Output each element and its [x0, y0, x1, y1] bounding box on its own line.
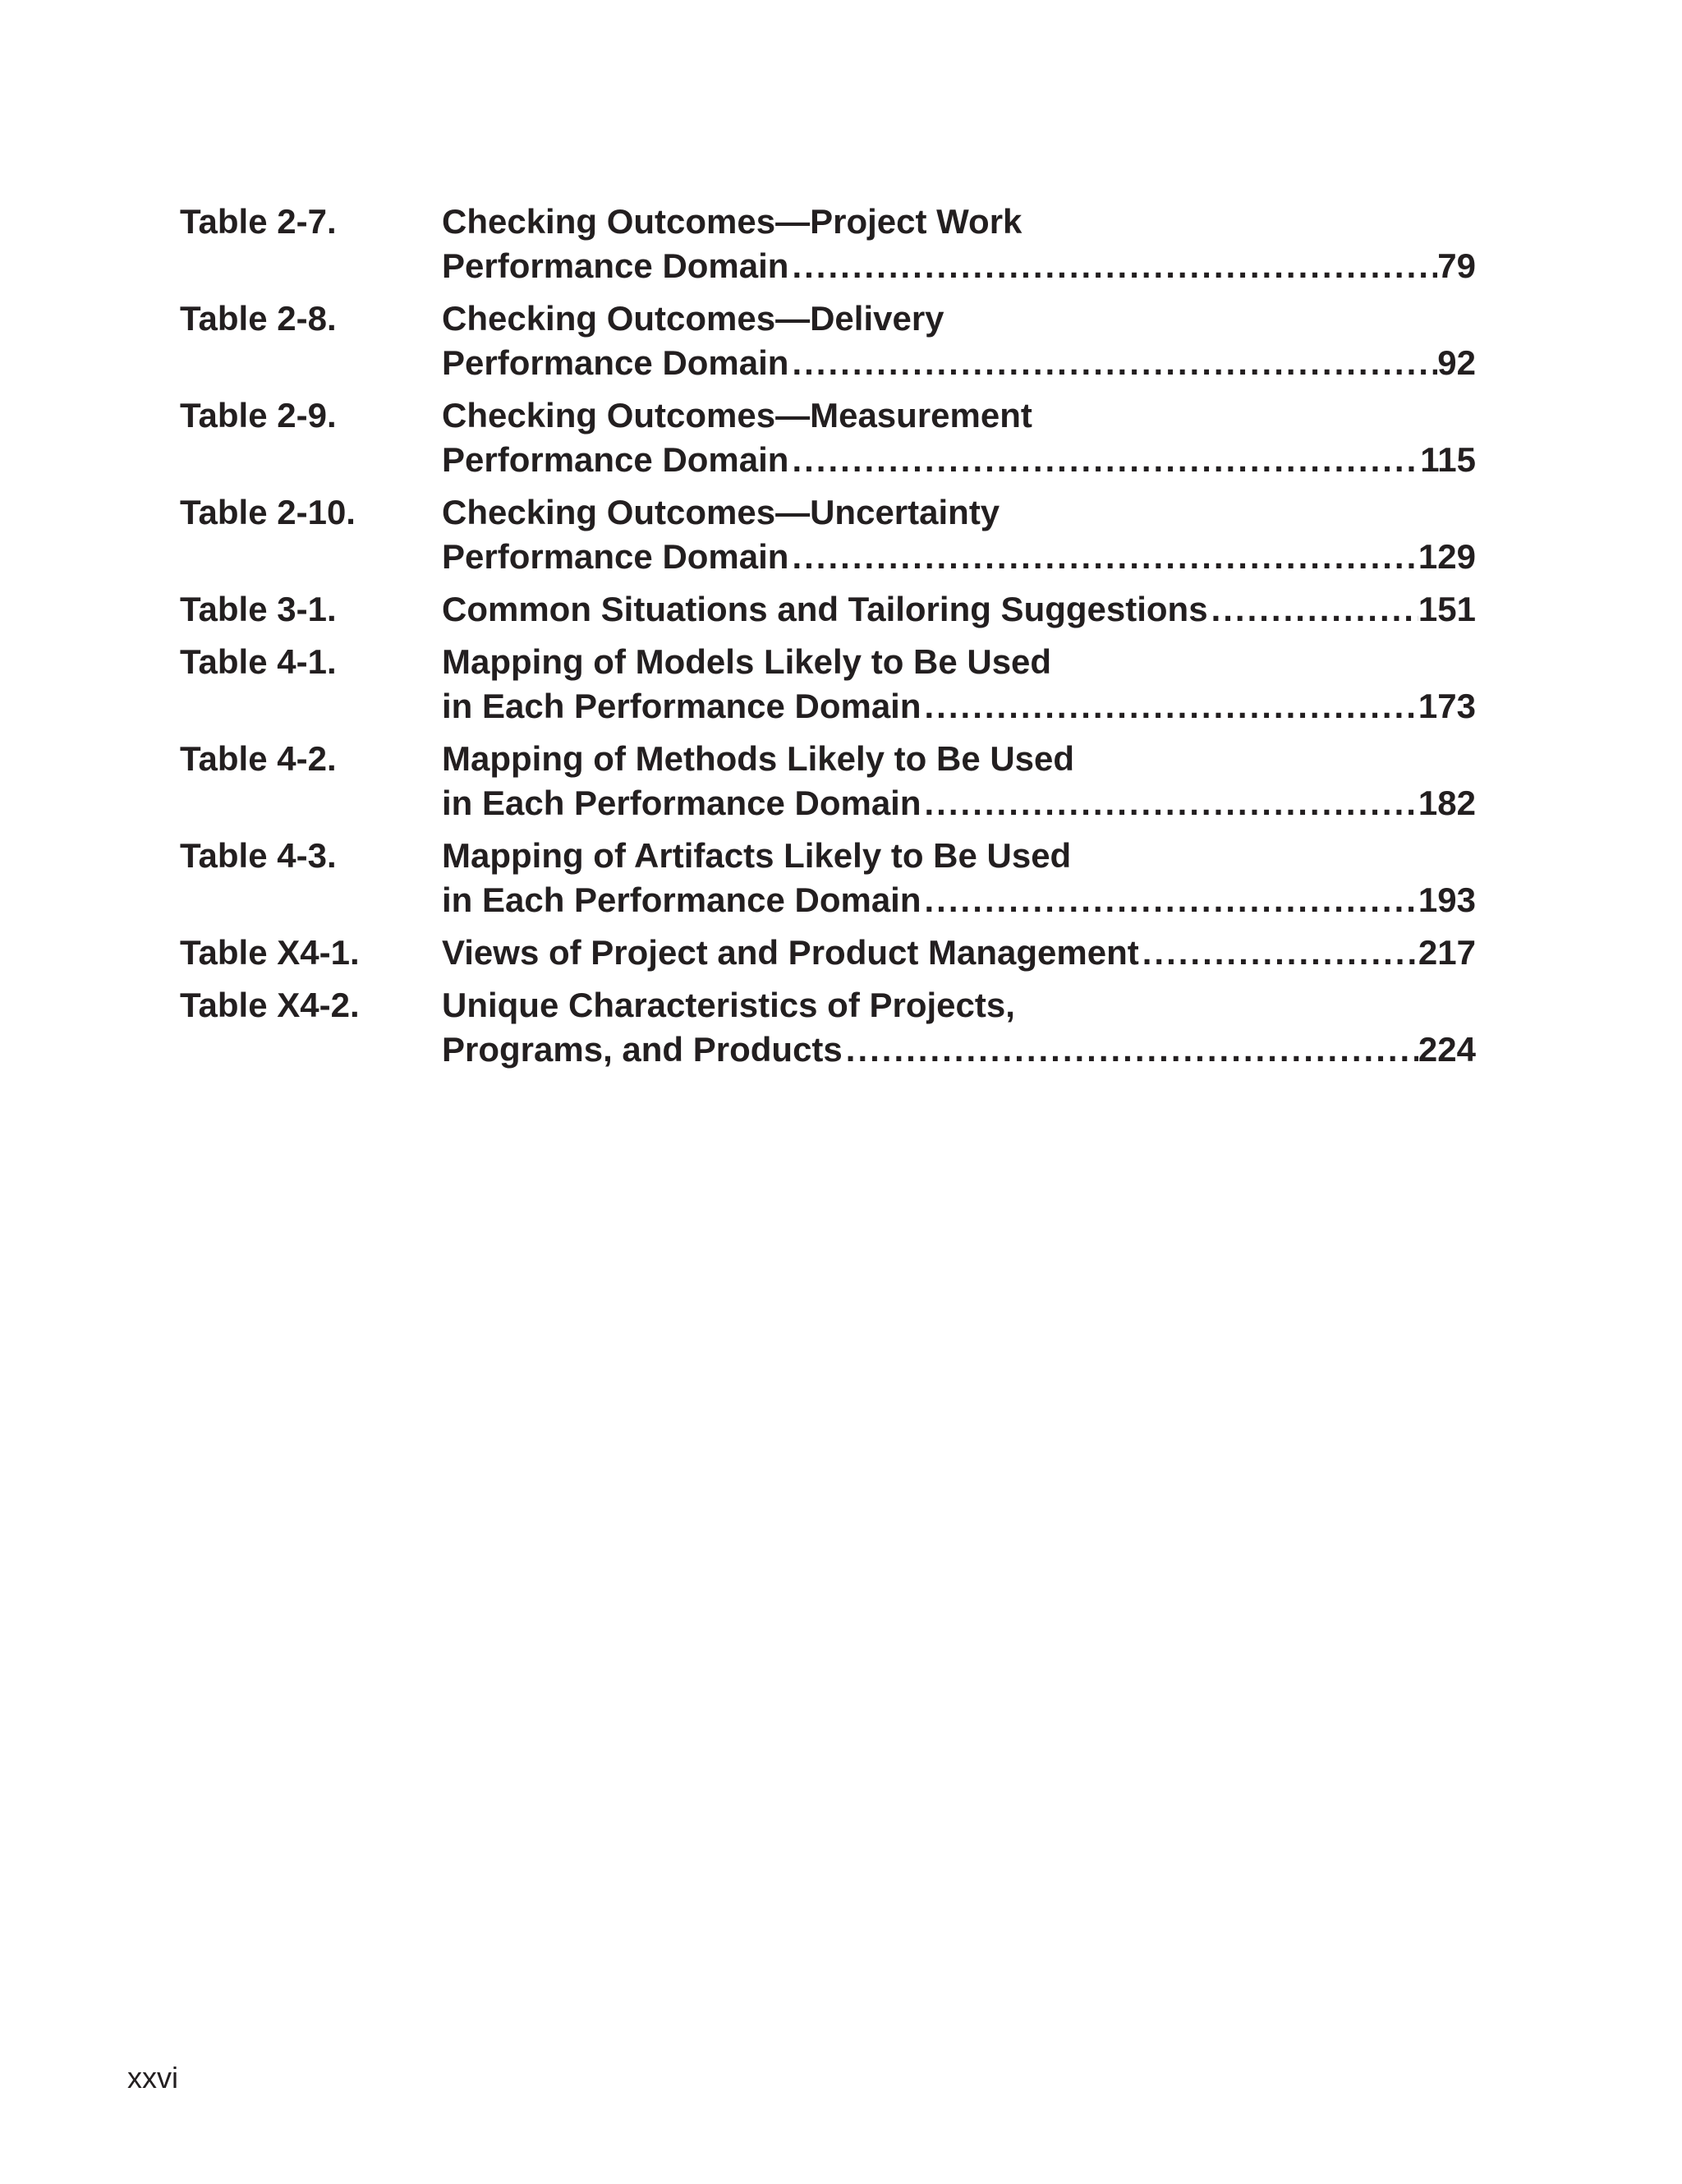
toc-entry[interactable]: [180, 490, 1476, 579]
title-line: Performance Domain: [442, 440, 789, 479]
title-line: Checking Outcomes—Delivery: [442, 299, 944, 338]
dot-leader: [788, 438, 1420, 482]
table-number: Table X4-1.: [180, 933, 360, 972]
title-last-line: [442, 438, 1476, 482]
table-number: Table 2-8.: [180, 299, 337, 338]
toc-entry[interactable]: [180, 393, 1476, 482]
entry-title: [442, 640, 1476, 729]
title-last-line: [442, 587, 1476, 632]
dot-leader: [788, 244, 1437, 288]
table-number: Table 4-3.: [180, 836, 337, 875]
toc-entry[interactable]: [180, 834, 1476, 922]
title-line: Checking Outcomes—Measurement: [442, 396, 1032, 435]
title-line: Performance Domain: [442, 343, 789, 382]
entry-title: [442, 983, 1476, 1072]
toc-entry[interactable]: [180, 200, 1476, 288]
title-line: Views of Project and Product Management: [442, 933, 1139, 972]
entry-title: [442, 393, 1476, 482]
dot-leader: [921, 781, 1418, 825]
page-number: 79: [1437, 246, 1476, 285]
entry-title: [442, 200, 1476, 288]
toc-entry[interactable]: [180, 737, 1476, 825]
page-number: 173: [1418, 687, 1476, 725]
title-line: in Each Performance Domain: [442, 687, 921, 725]
table-number: Table 4-1.: [180, 642, 337, 681]
entry-title: [442, 737, 1476, 825]
entry-title: [442, 834, 1476, 922]
table-number: Table 4-2.: [180, 739, 337, 778]
entry-title: [442, 490, 1476, 579]
title-line: Mapping of Methods Likely to Be Used: [442, 739, 1075, 778]
folio-page-number: xxvi: [127, 2061, 178, 2094]
list-of-tables: [180, 200, 1476, 1080]
dot-leader: [788, 535, 1418, 579]
dot-leader: [1139, 931, 1418, 975]
title-last-line: [442, 781, 1476, 825]
title-line: Common Situations and Tailoring Suggestions: [442, 590, 1208, 628]
toc-entry[interactable]: [180, 587, 1476, 632]
title-last-line: [442, 341, 1476, 385]
title-line: in Each Performance Domain: [442, 784, 921, 822]
table-number: Table 2-10.: [180, 493, 356, 531]
title-line: Programs, and Products: [442, 1030, 843, 1069]
entry-title: [442, 587, 1476, 632]
title-last-line: [442, 535, 1476, 579]
toc-entry[interactable]: [180, 931, 1476, 975]
dot-leader: [788, 341, 1437, 385]
title-line: in Each Performance Domain: [442, 880, 921, 919]
toc-entry[interactable]: [180, 983, 1476, 1072]
page-number: 182: [1418, 784, 1476, 822]
title-line: Checking Outcomes—Uncertainty: [442, 493, 1000, 531]
table-number: Table 2-9.: [180, 396, 337, 435]
toc-entry[interactable]: [180, 640, 1476, 729]
dot-leader: [921, 684, 1418, 729]
entry-title: [442, 931, 1476, 975]
table-number: Table 3-1.: [180, 590, 337, 628]
title-line: Unique Characteristics of Projects,: [442, 986, 1015, 1024]
page-number: 115: [1420, 440, 1476, 479]
title-last-line: [442, 244, 1476, 288]
page-number: 217: [1418, 933, 1476, 972]
title-line: Performance Domain: [442, 246, 789, 285]
title-last-line: [442, 878, 1476, 922]
toc-entry[interactable]: [180, 297, 1476, 385]
title-last-line: [442, 1028, 1476, 1072]
title-last-line: [442, 931, 1476, 975]
dot-leader: [1208, 587, 1418, 632]
page-number: 224: [1418, 1030, 1476, 1069]
page-number: 92: [1437, 343, 1476, 382]
title-last-line: [442, 684, 1476, 729]
table-number: Table 2-7.: [180, 202, 337, 241]
page-number: 151: [1418, 590, 1476, 628]
page-number: 193: [1418, 880, 1476, 919]
dot-leader: [921, 878, 1418, 922]
table-number: Table X4-2.: [180, 986, 360, 1024]
title-line: Checking Outcomes—Project Work: [442, 202, 1023, 241]
title-line: Mapping of Models Likely to Be Used: [442, 642, 1052, 681]
title-line: Performance Domain: [442, 537, 789, 576]
dot-leader: [843, 1028, 1418, 1072]
entry-title: [442, 297, 1476, 385]
title-line: Mapping of Artifacts Likely to Be Used: [442, 836, 1072, 875]
page-number: 129: [1418, 537, 1476, 576]
